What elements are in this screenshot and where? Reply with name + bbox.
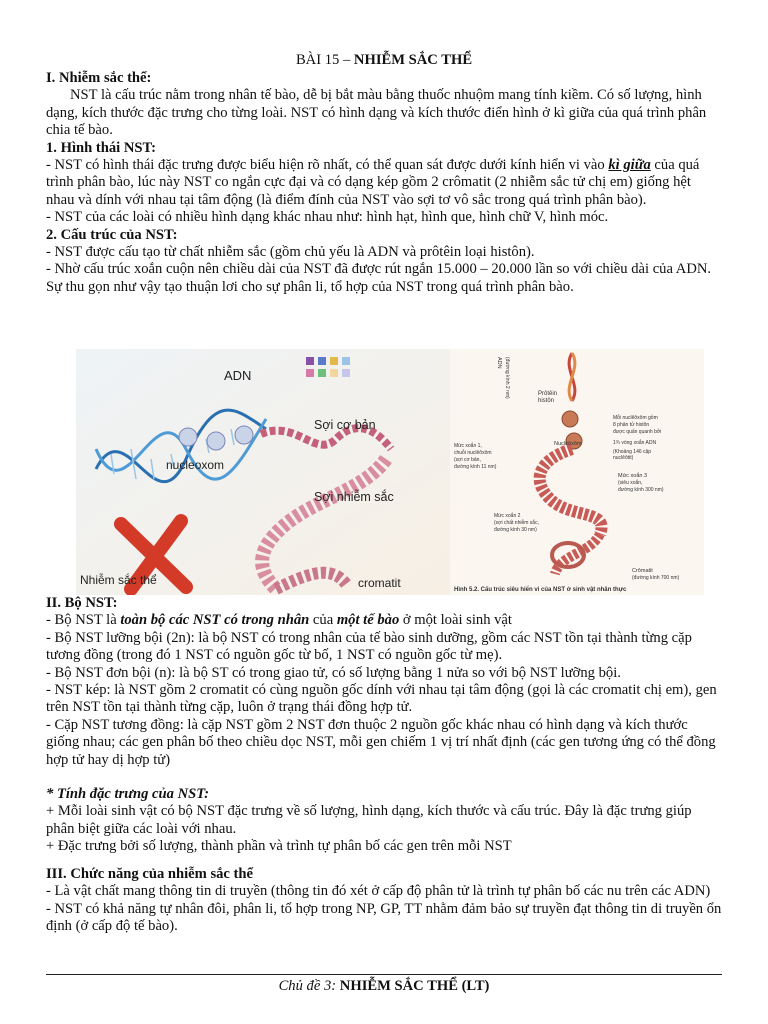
level3-line: đường kính 300 nm): [618, 487, 664, 493]
emphasis-toan-bo: toàn bộ các NST có trong nhân: [120, 612, 310, 629]
section-2-paragraph-4: - NST kép: là NST gồm 2 cromatit có cùng nguồn gốc dính với nhau tại tâm động (gọi là các cromatit chị em), gen trên NST tồn tại thành từng cặp, luôn ở trạng thái đồng hợp tử.: [46, 682, 717, 716]
section-1: [46, 70, 722, 296]
label-soi-co-ban: Sợi cơ bản: [314, 418, 376, 432]
page-footer: [46, 978, 722, 995]
label-cromatit: Crômatit: [632, 568, 653, 574]
label-protein: Prôtêin: [538, 391, 558, 397]
label-adn: ADN: [224, 368, 252, 383]
figure-caption: Hình 5.2. Cấu trúc siêu hiển vi của NST ở sinh vật nhân thực: [454, 587, 627, 593]
level2-line: đường kính 30 nm): [494, 527, 537, 533]
text-run: của quá trình phân bào, lúc này NST co ngắn cực đại và có dạng kép gồm 2 crômatit (2 nhiễm sắc tử chị em) giống hệt nhau và dính với nhau tại tâm động (là điểm đính của NST vào sợi tơ vô sắc trong quá trình phân bào).: [46, 157, 700, 208]
section-1-intro: NST là cấu trúc nằm trong nhân tế bào, dễ bị bắt màu bằng thuốc nhuộm mang tính kiềm. Có số lượng, hình dạng, kích thước đặc trưng cho từng loài. NST có hình dạng và kích thước điển hình ở kì giữa của quá trình phân chia tế bào.: [46, 87, 707, 139]
level2-line: (sợi chất nhiễm sắc,: [494, 520, 539, 526]
level2-line: Mức xoắn 2: [494, 513, 521, 519]
section-2: [46, 595, 722, 856]
lesson-title-prefix: BÀI 15 –: [295, 52, 354, 68]
note-line: Mỗi nuclêôxôm gồm: [613, 415, 658, 421]
subsection-2-paragraph-1: - NST được cấu tạo từ chất nhiễm sắc (gồm chủ yếu là ADN và prôtêin loại histôn).: [46, 244, 535, 261]
figure-right-drawing: [450, 349, 704, 595]
subsection-1-heading: 1. Hình thái NST:: [46, 139, 157, 156]
emphasis-ki-giua: kì giữa: [608, 157, 651, 174]
section-2-paragraph-2: - Bộ NST lưỡng bội (2n): là bộ NST có trong nhân của tế bào sinh dưỡng, gồm các NST tồn tại thành từng cặp tương đồng (trong đó 1 NST có nguồn gốc từ bố, 1 NST có nguồn gốc từ mẹ).: [46, 629, 692, 664]
spacer: [46, 769, 722, 786]
subsection-1-paragraph-1: [46, 157, 722, 209]
note-line: (Khoảng 146 cặp: [613, 449, 652, 455]
section-2-paragraph-1: [46, 612, 722, 629]
figure-left-drawing: [76, 349, 450, 595]
section-2-paragraph-3: - Bộ NST đơn bội (n): là bộ ST có trong giao tử, có số lượng bằng 1 nửa so với bộ NST lưỡng bội.: [46, 664, 621, 681]
subsection-1-paragraph-2: - NST của các loài có nhiều hình dạng khác nhau như: hình hạt, hình que, hình chữ V, hình móc.: [46, 209, 609, 226]
note-line: nuclêôtit): [613, 455, 634, 461]
level1-line: (sợi cơ bản,: [454, 457, 481, 463]
note-line: 1¾ vòng xoắn ADN: [613, 440, 657, 446]
footer-prefix: Chủ đề 3:: [278, 978, 340, 994]
figure-chromosome-ultrastructure: [450, 349, 704, 595]
label-nhiem-sac-the: Nhiễm sắc thể: [80, 573, 157, 587]
lesson-title: [46, 52, 722, 69]
label-adn: ADN: [496, 357, 502, 369]
text-run: ở một loài sinh vật: [399, 612, 512, 629]
section-3-paragraph-1: - Là vật chất mang thông tin di truyền (thông tin đó xét ở cấp độ phân tử là trình tự phân bố các nu trên các ADN): [46, 883, 711, 900]
note-line: được quấn quanh bởi: [613, 429, 662, 435]
trait-2: + Đặc trưng bởi số lượng, thành phần và trình tự phân bố các gen trên mỗi NST: [46, 838, 512, 855]
label-soi-nhiem-sac: Sợi nhiễm sắc: [314, 490, 394, 504]
label-cromatit: cromatit: [358, 576, 401, 590]
emphasis-mot-te-bao: một tế bào: [336, 612, 400, 629]
label-histon: histôn: [538, 398, 555, 404]
subsection-2-paragraph-2: - Nhờ cấu trúc xoắn cuộn nên chiều dài của NST đã được rút ngắn 15.000 – 20.000 lần so với chiều dài của ADN. Sự thu gọn như vậy tạo thuận lơi cho sự phân li, tổ hợp của NST trong quá trình phân bào.: [46, 261, 712, 295]
section-3-paragraph-2: - NST có khả năng tự nhân đôi, phân li, tổ hợp trong NP, GP, TT nhằm đảm bảo sự truyền đạt thông tin di truyền ổn định (ở cấp độ tế bào).: [46, 900, 722, 935]
level3-line: (siêu xoắn,: [618, 480, 643, 486]
footer-divider: [46, 974, 722, 975]
section-3-heading: III. Chức năng của nhiễm sắc thể: [46, 866, 254, 882]
text-run: của: [309, 612, 337, 629]
label-adn-sub: (đường kính 2 nm): [504, 357, 510, 399]
section-1-heading: I. Nhiễm sắc thể:: [46, 70, 152, 86]
level1-line: đường kính 11 nm): [454, 464, 497, 470]
level3-line: Mức xoắn 3: [618, 473, 648, 479]
level1-line: Mức xoắn 1,: [454, 443, 482, 449]
label-nucleoxom: Nuclêôxôm: [554, 441, 582, 447]
trait-heading: * Tính đặc trưng của NST:: [46, 786, 209, 803]
section-2-paragraph-5: - Cặp NST tương đồng: là cặp NST gồm 2 NST đơn thuộc 2 nguồn gốc khác nhau có hình dạng và kích thước giống nhau; các gen phân bố theo chiều dọc NST, mỗi gen chiếm 1 vị trí nhất định (các gen tương ứng có thể đồng hợp tử hay dị hợp tử): [46, 716, 716, 768]
text-run: - Bộ NST là: [46, 612, 121, 629]
section-3: [46, 866, 722, 936]
label-nucleoxom: nucleoxom: [166, 458, 225, 472]
lesson-title-main: NHIỄM SẮC THỂ: [353, 52, 473, 68]
note-line: 8 phân tử histôn: [613, 422, 650, 428]
level1-line: chuỗi nuclêôxôm: [454, 450, 492, 456]
figure-chromosome-structure-illustration: [76, 349, 450, 595]
label-cromatit-sub: (đường kính 700 nm): [632, 575, 680, 581]
text-run: - NST có hình thái đặc trưng được biểu hiện rõ nhất, có thể quan sát được dưới kính hiển vi vào: [46, 157, 609, 174]
trait-1: + Mỗi loài sinh vật có bộ NST đặc trưng về số lượng, hình dạng, kích thước và cấu trúc. Đây là đặc trưng giúp phân biệt giữa các loài với nhau.: [46, 803, 692, 837]
section-2-heading: II. Bộ NST:: [46, 595, 118, 611]
subsection-2-heading: 2. Cấu trúc của NST:: [46, 226, 178, 243]
footer-main: NHIỄM SẮC THỂ (LT): [339, 978, 490, 994]
